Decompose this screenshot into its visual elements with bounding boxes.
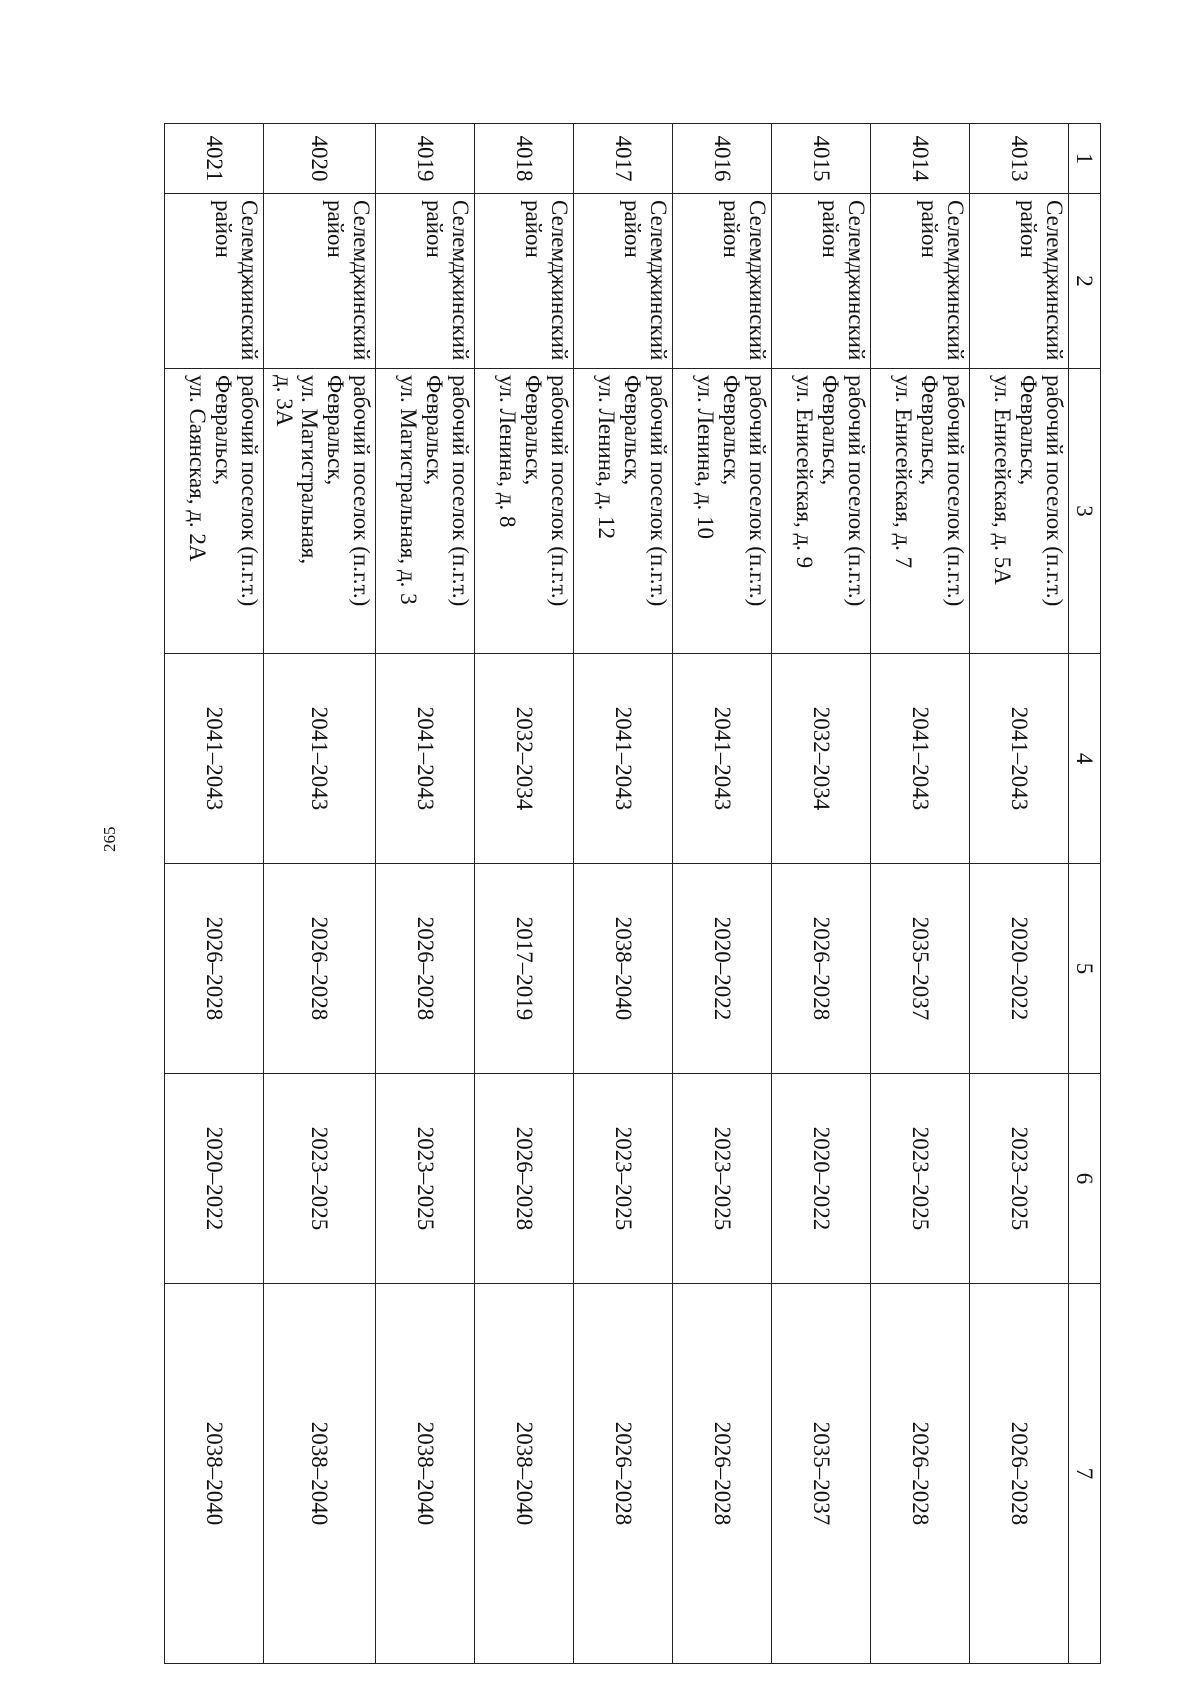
district-cell-line: район xyxy=(818,200,844,258)
period-cell-4: 2041–2043 xyxy=(871,654,970,864)
address-cell-line: Февральск, xyxy=(917,375,943,486)
district-cell-line: Селемджинский xyxy=(844,200,869,361)
address-cell-line: Февральск, xyxy=(211,375,237,486)
row-number-cell: 4020 xyxy=(264,124,376,194)
district-cell-line: Селемджинский xyxy=(349,200,374,361)
table-row xyxy=(673,124,772,1664)
table-body xyxy=(165,124,1069,1664)
period-cell-5: 2017–2019 xyxy=(475,864,574,1074)
table-row xyxy=(970,124,1069,1664)
address-cell xyxy=(772,369,871,654)
district-cell xyxy=(264,194,376,369)
address-cell xyxy=(970,369,1069,654)
period-cell-4: 2041–2043 xyxy=(376,654,475,864)
header-row xyxy=(1069,124,1101,1664)
period-cell-7: 2038–2040 xyxy=(475,1284,574,1664)
address-cell xyxy=(673,369,772,654)
address-cell-line: Февральск, xyxy=(1016,375,1042,486)
row-number-cell: 4015 xyxy=(772,124,871,194)
period-cell-5: 2020–2022 xyxy=(673,864,772,1074)
address-cell-line: рабочий поселок (п.г.т.) xyxy=(943,375,968,607)
district-cell-line: район xyxy=(323,200,349,258)
address-cell-line: рабочий поселок (п.г.т.) xyxy=(237,375,262,607)
address-cell-line: ул. Енисейская, д. 5А xyxy=(990,375,1016,585)
district-cell-line: район xyxy=(422,200,448,258)
table-row xyxy=(871,124,970,1664)
row-number-cell: 4013 xyxy=(970,124,1069,194)
table-row xyxy=(376,124,475,1664)
address-cell-line: рабочий поселок (п.г.т.) xyxy=(349,375,374,607)
page-number: 265 xyxy=(100,826,119,852)
address-cell-line: рабочий поселок (п.г.т.) xyxy=(1042,375,1067,607)
district-cell-line: район xyxy=(1016,200,1042,258)
period-cell-4: 2041–2043 xyxy=(165,654,264,864)
table-row xyxy=(264,124,376,1664)
row-number-cell: 4019 xyxy=(376,124,475,194)
address-cell xyxy=(165,369,264,654)
period-cell-4: 2041–2043 xyxy=(673,654,772,864)
period-cell-4: 2041–2043 xyxy=(264,654,376,864)
period-cell-4: 2041–2043 xyxy=(970,654,1069,864)
period-cell-6: 2023–2025 xyxy=(970,1074,1069,1284)
row-number-cell: 4017 xyxy=(574,124,673,194)
address-cell-line: ул. Ленина, д. 10 xyxy=(693,375,719,539)
address-cell-line: Февральск, xyxy=(620,375,646,486)
header-cell-5: 5 xyxy=(1069,864,1101,1074)
address-cell-line: рабочий поселок (п.г.т.) xyxy=(646,375,671,607)
address-cell-line: ул. Магистральная, д. 3 xyxy=(396,375,422,605)
district-cell xyxy=(970,194,1069,369)
period-cell-6: 2023–2025 xyxy=(376,1074,475,1284)
row-number-cell: 4021 xyxy=(165,124,264,194)
address-cell xyxy=(376,369,475,654)
address-cell xyxy=(871,369,970,654)
period-cell-5: 2020–2022 xyxy=(970,864,1069,1074)
address-cell-line: Февральск, xyxy=(818,375,844,486)
row-number-cell: 4014 xyxy=(871,124,970,194)
header-cell-1: 1 xyxy=(1069,124,1101,194)
period-cell-5: 2026–2028 xyxy=(376,864,475,1074)
district-cell-line: Селемджинский xyxy=(547,200,572,361)
table-row xyxy=(165,124,264,1664)
period-cell-4: 2032–2034 xyxy=(772,654,871,864)
address-cell-line: Февральск, xyxy=(521,375,547,486)
period-cell-5: 2026–2028 xyxy=(165,864,264,1074)
period-cell-5: 2038–2040 xyxy=(574,864,673,1074)
district-cell xyxy=(871,194,970,369)
district-cell xyxy=(165,194,264,369)
address-cell-line: Февральск, xyxy=(323,375,349,486)
period-cell-6: 2023–2025 xyxy=(673,1074,772,1284)
district-cell-line: Селемджинский xyxy=(448,200,473,361)
header-cell-7: 7 xyxy=(1069,1284,1101,1664)
table-row xyxy=(475,124,574,1664)
address-cell-line: д. 3А xyxy=(271,375,297,427)
table-row xyxy=(772,124,871,1664)
header-cell-2: 2 xyxy=(1069,194,1101,369)
address-cell xyxy=(574,369,673,654)
district-cell-line: район xyxy=(719,200,745,258)
period-cell-5: 2026–2028 xyxy=(264,864,376,1074)
district-cell xyxy=(475,194,574,369)
district-cell xyxy=(673,194,772,369)
period-cell-4: 2041–2043 xyxy=(574,654,673,864)
address-cell-line: ул. Ленина, д. 8 xyxy=(495,375,521,528)
address-cell-line: Февральск, xyxy=(719,375,745,486)
district-cell xyxy=(574,194,673,369)
period-cell-7: 2038–2040 xyxy=(376,1284,475,1664)
address-cell-line: Февральск, xyxy=(422,375,448,486)
header-cell-3: 3 xyxy=(1069,369,1101,654)
address-cell-line: рабочий поселок (п.г.т.) xyxy=(547,375,572,607)
schedule-table-container xyxy=(173,123,1101,1663)
period-cell-7: 2038–2040 xyxy=(264,1284,376,1664)
district-cell-line: район xyxy=(620,200,646,258)
district-cell-line: Селемджинский xyxy=(1042,200,1067,361)
period-cell-5: 2035–2037 xyxy=(871,864,970,1074)
row-number-cell: 4018 xyxy=(475,124,574,194)
period-cell-6: 2023–2025 xyxy=(871,1074,970,1284)
address-cell-line: рабочий поселок (п.г.т.) xyxy=(844,375,869,607)
district-cell-line: Селемджинский xyxy=(745,200,770,361)
address-cell xyxy=(264,369,376,654)
address-cell-line: ул. Магистральная, xyxy=(297,375,323,565)
period-cell-6: 2023–2025 xyxy=(574,1074,673,1284)
district-cell-line: Селемджинский xyxy=(237,200,262,361)
address-cell-line: рабочий поселок (п.г.т.) xyxy=(745,375,770,607)
schedule-table xyxy=(164,123,1101,1664)
address-cell xyxy=(475,369,574,654)
period-cell-7: 2035–2037 xyxy=(772,1284,871,1664)
address-cell-line: ул. Саянская, д. 2А xyxy=(185,375,211,562)
row-number-cell: 4016 xyxy=(673,124,772,194)
district-cell-line: район xyxy=(521,200,547,258)
period-cell-7: 2026–2028 xyxy=(574,1284,673,1664)
header-cell-4: 4 xyxy=(1069,654,1101,864)
period-cell-4: 2032–2034 xyxy=(475,654,574,864)
header-cell-6: 6 xyxy=(1069,1074,1101,1284)
address-cell-line: рабочий поселок (п.г.т.) xyxy=(448,375,473,607)
period-cell-6: 2020–2022 xyxy=(165,1074,264,1284)
district-cell xyxy=(376,194,475,369)
district-cell-line: район xyxy=(917,200,943,258)
district-cell-line: Селемджинский xyxy=(943,200,968,361)
period-cell-7: 2026–2028 xyxy=(673,1284,772,1664)
period-cell-5: 2026–2028 xyxy=(772,864,871,1074)
period-cell-7: 2026–2028 xyxy=(970,1284,1069,1664)
district-cell-line: Селемджинский xyxy=(646,200,671,361)
district-cell-line: район xyxy=(211,200,237,258)
address-cell-line: ул. Енисейская, д. 7 xyxy=(891,375,917,569)
period-cell-7: 2038–2040 xyxy=(165,1284,264,1664)
district-cell xyxy=(772,194,871,369)
period-cell-6: 2026–2028 xyxy=(475,1074,574,1284)
period-cell-7: 2026–2028 xyxy=(871,1284,970,1664)
table-row xyxy=(574,124,673,1664)
address-cell-line: ул. Ленина, д. 12 xyxy=(594,375,620,539)
address-cell-line: ул. Енисейская, д. 9 xyxy=(792,375,818,569)
period-cell-6: 2023–2025 xyxy=(264,1074,376,1284)
period-cell-6: 2020–2022 xyxy=(772,1074,871,1284)
